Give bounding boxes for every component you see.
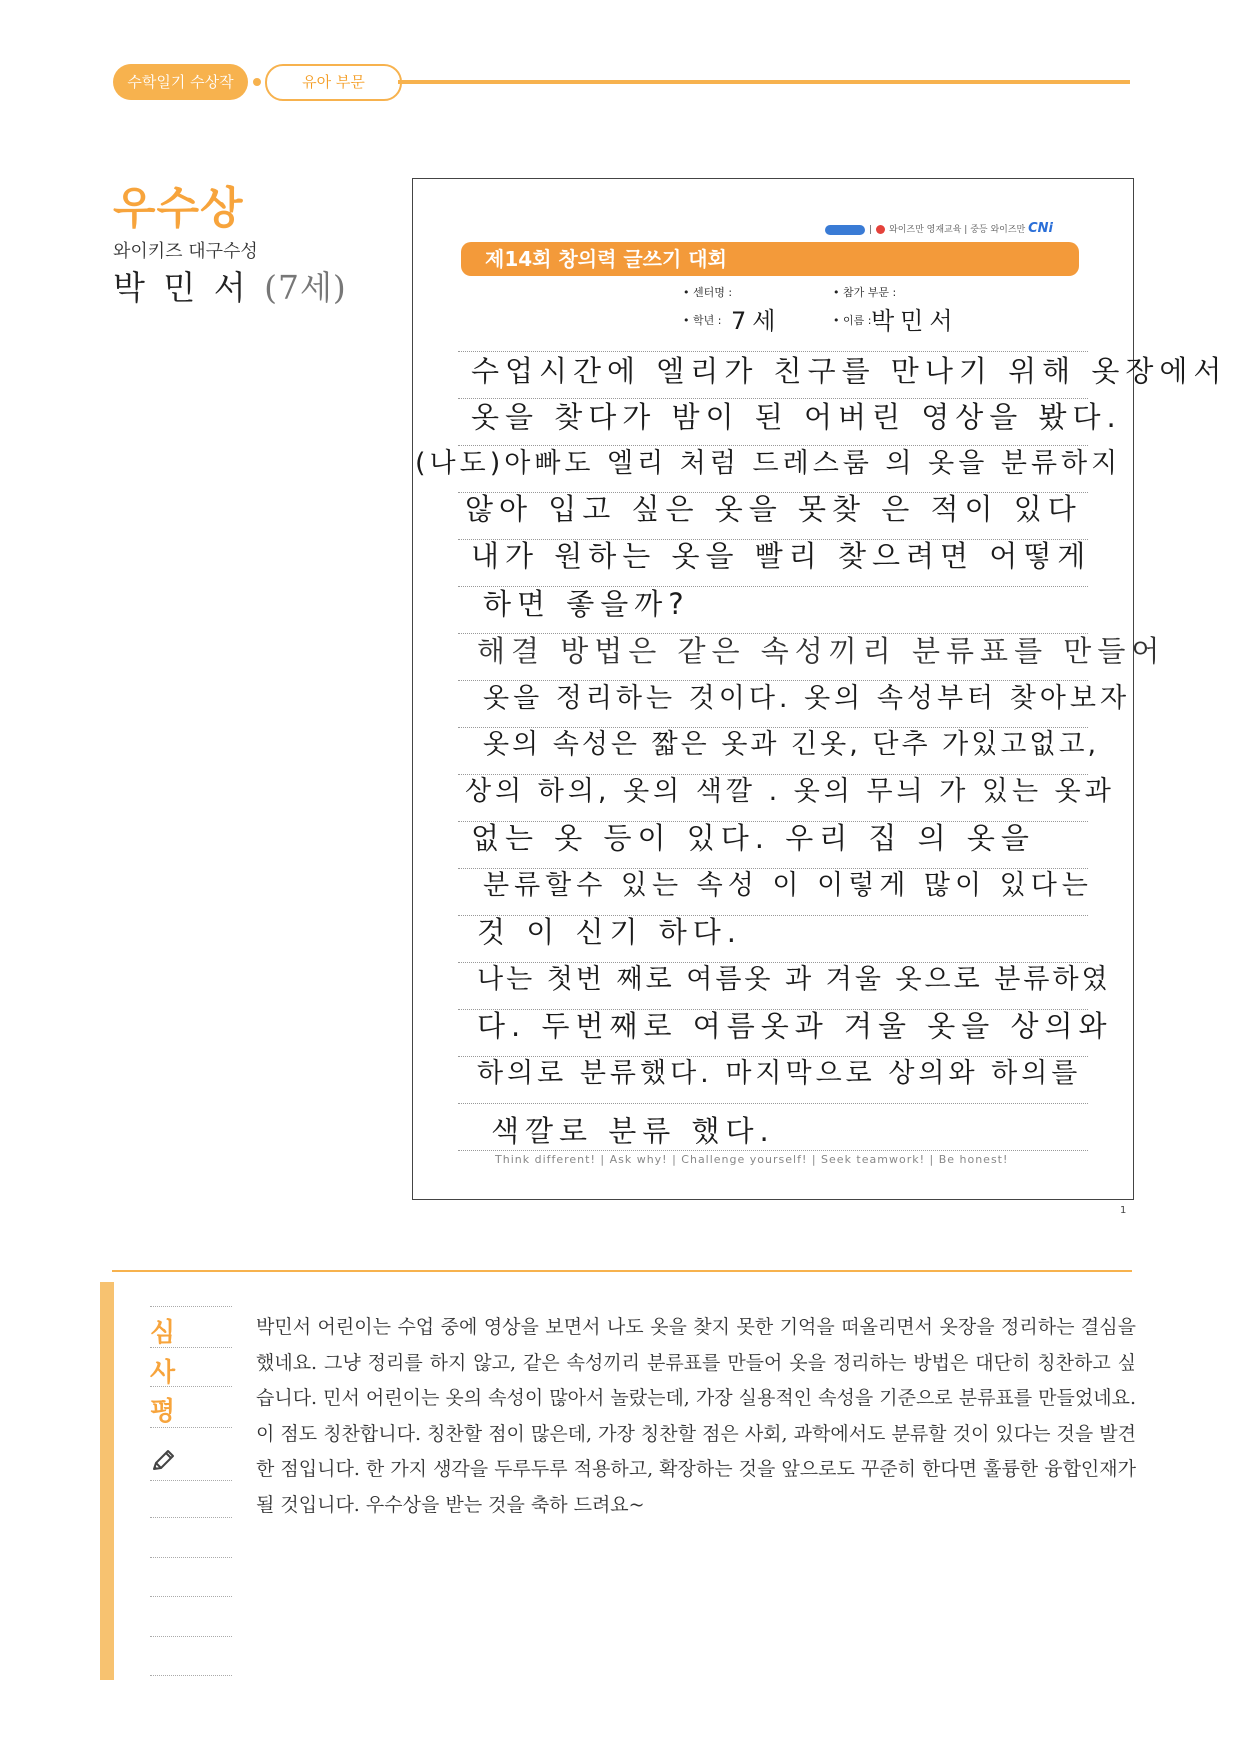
handwriting-line: 옷을 정리하는 것이다. 옷의 속성부터 찾아보자	[483, 683, 1131, 714]
review-label-dash	[150, 1386, 232, 1387]
handwriting-line: 것 이 신기 하다.	[477, 915, 742, 949]
review-top-rule	[112, 1270, 1132, 1272]
field-name-value: 박민서	[871, 307, 959, 335]
review-text: 박민서 어린이는 수업 중에 영상을 보면서 나도 옷을 찾지 못한 기억을 떠올리면서 옷장을 정리하는 결심을 했네요. 그냥 정리를 하지 않고, 같은 속성끼리 분류표를 만들어 옷을 정리하는 방법은 대단히 칭찬하고 싶습니다. 민서 어린이는 옷의 속성이 많아서 놀랐는데, 가장 실용적인 속성을 기준으로 분류표를 만들었네요. 이 점도 칭찬합니다. 칭찬할 점이 많은데, 가장 칭찬할 점은 사회, 과학에서도 분류할 것이 있다는 것을 발견한 점입니다. 한 가지 생각을 두루두루 적용하고, 확장하는 것을 앞으로도 꾸준히 한다면 훌륭한 융합인재가 될 것입니다. 우수상을 받는 것을 축하 드려요~	[256, 1316, 1136, 1516]
handwriting-line: 내가 원하는 옷을 빨리 찾으려면 어떻게	[471, 539, 1092, 573]
handwriting-line: 분류할수 있는 속성 이 이렇게 많이 있다는	[483, 870, 1093, 901]
student-name-line	[113, 262, 347, 309]
field-grade-value: 7세	[731, 307, 782, 335]
review-label-dash	[150, 1517, 232, 1518]
review-label-dash	[150, 1347, 232, 1348]
page-number: 1	[1120, 1205, 1127, 1216]
review-label-dash	[150, 1480, 232, 1481]
review-label-dash	[150, 1306, 232, 1307]
handwriting-line: 하면 좋을까?	[483, 587, 690, 621]
review-label-dash	[150, 1596, 232, 1597]
handwriting-line: 옷의 속성은 짧은 옷과 긴옷, 단추 가있고없고,	[483, 729, 1100, 760]
review-label-char: 사	[150, 1358, 176, 1388]
award-title: 우수상	[113, 183, 244, 234]
handwriting-line: 하의로 분류했다. 마지막으로 상의와 하의를	[477, 1058, 1082, 1089]
motto-footer: Think different! | Ask why! | Challenge yourself! | Seek teamwork! | Be honest!	[495, 1153, 1009, 1166]
handwriting-line: 색깔로 분류 했다.	[491, 1114, 775, 1148]
field-name-label: • 이름 :	[833, 314, 872, 327]
pencil-icon	[150, 1449, 176, 1473]
division-badge: 유아 부문	[265, 64, 402, 101]
field-grade-label: • 학년 :	[683, 314, 722, 327]
review-side-bar	[100, 1282, 114, 1680]
header-rule	[398, 80, 1130, 84]
field-division-label: • 참가 부문 :	[833, 286, 897, 299]
handwriting-line: (나도)아빠도 엘리 처럼 드레스룸 의 옷을 분류하지	[415, 448, 1122, 479]
review-label-char: 평	[150, 1397, 176, 1427]
field-center-label: • 센터명 :	[683, 286, 733, 299]
handwriting-line: 않아 입고 싶은 옷을 못찾 은 적이 있다	[465, 492, 1082, 526]
handwriting-line: 없는 옷 등이 있다. 우리 집 의 옷을	[471, 821, 1035, 855]
category-badge: 수학일기 수상작	[113, 64, 248, 100]
diary-scan	[412, 178, 1228, 1200]
handwriting-line: 수업시간에 엘리가 친구를 만나기 위해 옷장에서	[471, 354, 1228, 388]
review-label-dash	[150, 1636, 232, 1637]
wave-logo-icon	[825, 225, 865, 235]
handwriting-line: 다. 두번째로 여름옷과 겨울 옷을 상의와	[477, 1009, 1113, 1043]
sponsor-logos: | 와이즈만 영재교육 | 중등 와이즈만 CNi	[825, 221, 1053, 236]
review-label-dash	[150, 1557, 232, 1558]
handwriting-line: 나는 첫번 째로 여름옷 과 겨울 옷으로 분류하였	[477, 964, 1111, 995]
handwriting-line: 옷을 찾다가 밤이 된 어버린 영상을 봤다.	[471, 400, 1122, 434]
sponsor-text: 와이즈만 영재교육 | 중등 와이즈만	[889, 225, 1026, 235]
review-label-dash	[150, 1427, 232, 1428]
school-name: 와이키즈 대구수성	[113, 241, 258, 262]
header-dot	[253, 78, 261, 86]
student-age: (7세)	[264, 268, 347, 307]
review-label-dash	[150, 1675, 232, 1676]
circle-logo-icon	[876, 225, 885, 234]
handwriting-line: 상의 하의, 옷의 색깔 . 옷의 무늬 가 있는 옷과	[465, 776, 1115, 807]
handwriting-line: 해결 방법은 같은 속성끼리 분류표를 만들어	[477, 634, 1166, 668]
review-label-char: 심	[150, 1318, 176, 1348]
cni-logo: CNi	[1028, 221, 1053, 236]
contest-banner: 제14회 창의력 글쓰기 대회	[461, 242, 1079, 276]
student-name: 박 민 서	[113, 268, 250, 307]
